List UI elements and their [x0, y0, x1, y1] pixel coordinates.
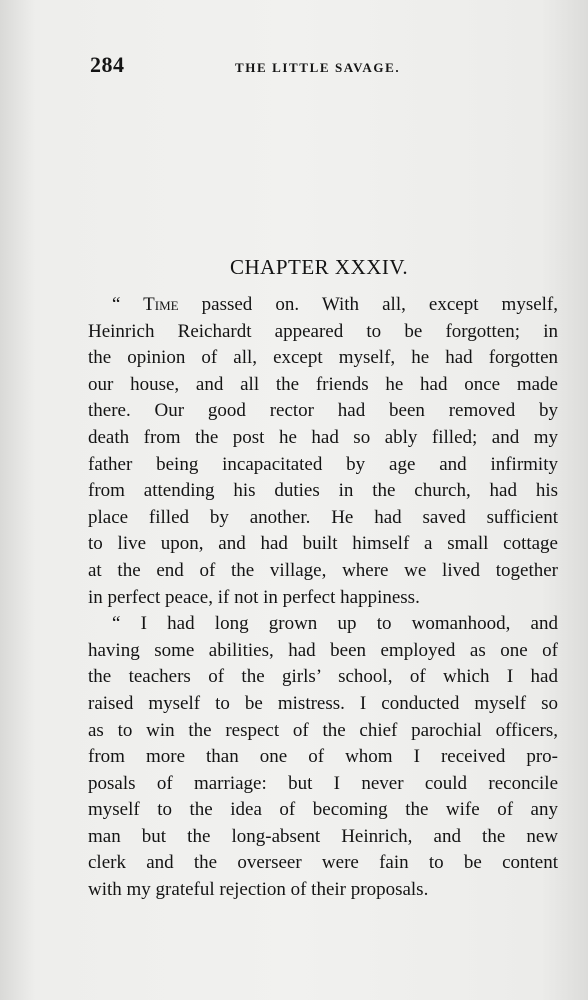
text-line: myself to the idea of becoming the wife of any — [88, 799, 558, 821]
page-number: 284 — [90, 52, 125, 77]
text-line: from more than one of whom I received pro- — [88, 746, 558, 768]
text-line: as to win the respect of the chief parochial officers, — [88, 719, 558, 741]
running-head — [90, 52, 550, 82]
text-line: man but the long-absent Heinrich, and the new — [88, 825, 558, 847]
text-line: posals of marriage: but I never could reconcile — [88, 772, 558, 794]
running-title: THE LITTLE SAVAGE. — [235, 60, 401, 75]
opening-word: “ Time — [112, 294, 179, 315]
text-line: place filled by another. He had saved sufficient — [88, 506, 558, 528]
paragraph-2 — [88, 611, 558, 904]
text-line: Heinrich Reichardt appeared to be forgotten; in — [88, 320, 558, 342]
text-line: having some abilities, had been employed as one of — [88, 639, 558, 661]
text-line: from attending his duties in the church, had his — [88, 480, 558, 502]
text-line: clerk and the overseer were fain to be content — [88, 852, 558, 874]
text-line — [88, 292, 558, 319]
text-line: at the end of the village, where we lived together — [88, 559, 558, 581]
text-line: in perfect peace, if not in perfect happiness. — [88, 586, 420, 608]
paragraph-1 — [88, 292, 558, 611]
text-line: the opinion of all, except myself, he had forgotten — [88, 347, 558, 369]
text-line: our house, and all the friends he had once made — [88, 373, 558, 395]
text-line: death from the post he had so ably filled; and my — [88, 426, 558, 448]
text-line: with my grateful rejection of their proposals. — [88, 879, 429, 901]
text-line: “ I had long grown up to womanhood, and — [112, 613, 558, 635]
text-line-content: passed on. With all, except myself, — [178, 294, 559, 315]
text-line: to live upon, and had built himself a small cottage — [88, 533, 558, 555]
text-line: the teachers of the girls’ school, of which I had — [88, 666, 558, 688]
text-line: raised myself to be mistress. I conducted myself so — [88, 692, 558, 714]
text-line: there. Our good rector had been removed by — [88, 400, 558, 422]
text-line: father being incapacitated by age and infirmity — [88, 453, 558, 475]
body-text — [88, 292, 558, 904]
chapter-heading: CHAPTER XXXIV. — [230, 255, 409, 279]
